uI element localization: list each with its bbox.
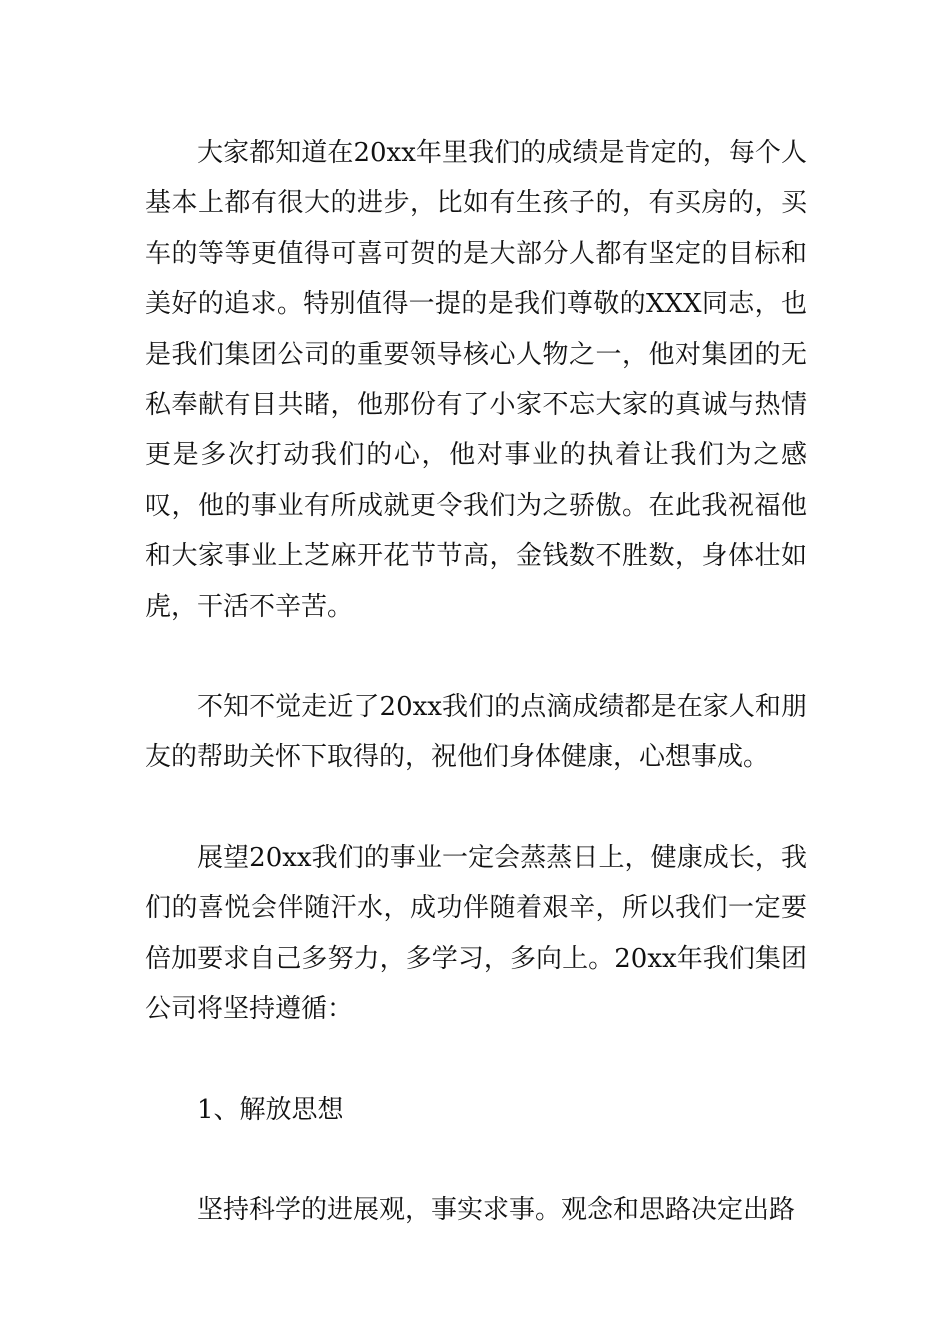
paragraph-outlook: 展望20xx我们的事业一定会蒸蒸日上，健康成长，我们的喜悦会伴随汗水，成功伴随着艰辛，所以我们一定要倍加要求自己多努力，多学习，多向上。20xx年我们集团公司将坚持遵循： (145, 842, 807, 1025)
paragraph-spacer (145, 1135, 807, 1185)
paragraph-spacer (145, 783, 807, 833)
document-body (145, 128, 807, 1235)
paragraph-scientific-development: 坚持科学的进展观，事实求事。观念和思路决定出路 (197, 1194, 796, 1225)
paragraph-family-thanks: 不知不觉走近了20xx我们的点滴成绩都是在家人和朋友的帮助关怀下取得的，祝他们身体健康，心想事成。 (145, 692, 807, 773)
paragraph-spacer (145, 1035, 807, 1085)
paragraph-spacer (145, 632, 807, 682)
paragraph-achievements: 大家都知道在20xx年里我们的成绩是肯定的，每个人基本上都有很大的进步，比如有生孩子的，有买房的，买车的等等更值得可喜可贺的是大部分人都有坚定的目标和美好的追求。特别值得一提的是我们尊敬的XXX同志，也是我们集团公司的重要领导核心人物之一，他对集团的无私奉献有目共睹，他那份有了小家不忘大家的真诚与热情更是多次打动我们的心，他对事业的执着让我们为之感叹，他的事业有所成就更令我们为之骄傲。在此我祝福他和大家事业上芝麻开花节节高，金钱数不胜数，身体壮如虎，干活不辛苦。 (145, 138, 807, 622)
list-heading-emancipate-mind: 1、解放思想 (197, 1094, 344, 1125)
